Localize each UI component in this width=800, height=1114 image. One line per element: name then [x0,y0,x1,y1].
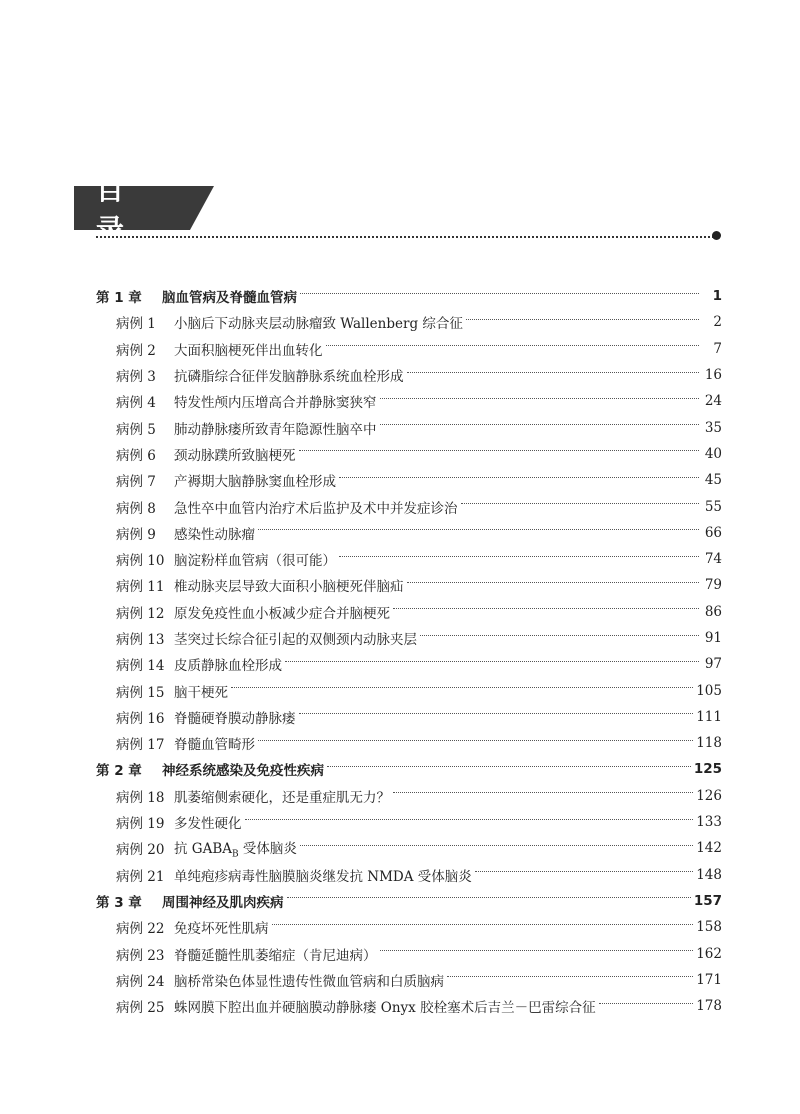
entry-page-number: 2 [713,314,722,331]
toc-case-entry[interactable] [96,336,722,362]
entry-number: 病例 6 [116,447,156,464]
toc-chapter-entry[interactable] [96,756,722,782]
toc-case-entry[interactable] [96,520,722,546]
entry-number: 病例 5 [116,421,156,438]
entry-number: 病例 2 [116,342,156,359]
entry-title: 脑桥常染色体显性遗传性微血管病和白质脑病 [174,973,444,990]
entry-page-number: 79 [704,577,722,594]
entry-page-number: 97 [704,656,722,673]
leader-dots [287,897,691,898]
toc-chapter-entry[interactable] [96,283,722,309]
leader-dots [466,319,699,320]
entry-page-number: 66 [704,524,722,541]
entry-title: 脊髓延髓性肌萎缩症（肯尼迪病） [174,947,377,964]
entry-title: 免疫坏死性肌病 [174,921,269,938]
entry-title: 单纯疱疹病毒性脑膜脑炎继发抗 NMDA 受体脑炎 [174,868,472,885]
entry-number: 病例 21 [116,868,165,885]
entry-number: 病例 10 [116,553,165,570]
entry-page-number: 162 [696,945,722,962]
entry-title: 皮质静脉血栓形成 [174,658,282,675]
entry-page-number: 91 [704,630,722,646]
entry-number: 病例 13 [116,632,165,648]
entry-title: 抗 $GABA_B$ 受体脑炎 [174,841,297,860]
entry-number: 病例 19 [116,816,165,833]
leader-dots [300,845,693,846]
title-dotted-rule [96,236,714,238]
toc-case-entry[interactable] [96,309,722,335]
entry-number: 病例 17 [116,737,165,754]
toc-case-entry[interactable] [96,546,722,572]
entry-page-number: 142 [696,840,722,857]
toc-case-entry[interactable] [96,414,722,440]
toc-chapter-entry[interactable] [96,888,722,914]
entry-page-number: 171 [696,971,722,988]
toc-case-entry[interactable] [96,809,722,835]
entry-number: 第 2 章 [96,763,142,780]
toc-case-entry[interactable] [96,493,722,519]
entry-page-number: 105 [696,682,722,699]
entry-number: 病例 23 [116,947,165,964]
leader-dots [393,608,699,609]
entry-title: 小脑后下动脉夹层动脉瘤致 Wallenberg 综合征 [174,316,463,333]
entry-page-number: 16 [704,367,722,384]
leader-dots [393,792,693,793]
table-of-contents [96,283,722,1019]
entry-number: 病例 9 [116,526,156,543]
entry-page-number: 158 [696,919,722,936]
entry-title: 脑淀粉样血管病（很可能） [174,553,336,570]
entry-page-number: 126 [696,787,722,804]
entry-title: 肌萎缩侧索硬化，还是重症肌无力？ [174,789,390,806]
entry-page-number: 178 [696,998,722,1015]
toc-case-entry[interactable] [96,599,722,625]
leader-dots [447,976,693,977]
leader-dots [231,687,693,688]
toc-case-entry[interactable] [96,677,722,703]
leader-dots [339,477,699,478]
entry-page-number: 148 [696,866,722,883]
leader-dots [258,529,699,530]
entry-title: 产褥期大脑静脉窦血栓形成 [174,474,336,491]
leader-dots [461,503,700,504]
entry-page-number: 55 [704,498,722,515]
leader-dots [272,924,694,925]
leader-dots [300,293,699,294]
entry-number: 病例 14 [116,658,165,675]
entry-number: 病例 3 [116,369,156,386]
title-rule-end-dot [712,231,721,240]
toc-case-entry[interactable] [96,362,722,388]
toc-case-entry[interactable] [96,704,722,730]
toc-case-entry[interactable] [96,572,722,598]
entry-number: 病例 4 [116,395,156,412]
entry-page-number: 111 [696,708,722,725]
toc-banner [74,173,214,246]
entry-page-number: 157 [693,892,722,909]
leader-dots [599,1003,694,1004]
entry-title: 神经系统感染及免疫性疾病 [162,763,324,780]
entry-number: 病例 20 [116,842,165,859]
entry-title: 特发性颅内压增高合并静脉窦狭窄 [174,395,377,412]
entry-title: 多发性硬化 [174,816,242,833]
leader-dots [285,661,699,662]
entry-page-number: 40 [704,445,722,462]
entry-page-number: 1 [712,288,722,305]
entry-page-number: 118 [696,735,722,752]
entry-title: 感染性动脉瘤 [174,526,255,543]
entry-title: 颈动脉蹼所致脑梗死 [174,447,296,464]
entry-number: 病例 16 [116,710,165,727]
entry-title: 脊髓血管畸形 [174,737,255,754]
entry-page-number: 133 [696,814,722,831]
leader-dots [420,635,699,636]
entry-page-number: 74 [704,551,722,568]
toc-case-entry[interactable] [96,914,722,940]
leader-dots [339,556,699,557]
toc-case-entry[interactable] [96,467,722,493]
entry-title-subscript: B [232,849,239,860]
toc-case-entry[interactable] [96,388,722,414]
toc-case-entry[interactable] [96,967,722,993]
entry-number: 病例 8 [116,500,156,517]
entry-title: 蛛网膜下腔出血并硬脑膜动静脉瘘 Onyx 胶栓塞术后吉兰－巴雷综合征 [174,1000,596,1017]
leader-dots [407,372,700,373]
entry-title: 肺动静脉瘘所致青年隐源性脑卒中 [174,421,377,438]
entry-number: 病例 7 [116,474,156,491]
toc-case-entry[interactable] [96,651,722,677]
entry-title: 脑干梗死 [174,684,228,701]
entry-title: 大面积脑梗死伴出血转化 [174,342,323,359]
entry-title: 脑血管病及脊髓血管病 [162,290,297,307]
toc-case-entry[interactable] [96,730,722,756]
leader-dots [326,345,700,346]
leader-dots [258,740,693,741]
entry-number: 第 1 章 [96,290,142,307]
entry-title: 脊髓硬脊膜动静脉瘘 [174,710,296,727]
entry-title: 急性卒中血管内治疗术后监护及术中并发症诊治 [174,500,458,517]
entry-title: 茎突过长综合征引起的双侧颈内动脉夹层 [174,632,417,648]
page-title: 目 录 [96,173,147,246]
entry-number: 病例 25 [116,1000,165,1017]
toc-case-entry[interactable] [96,625,722,651]
toc-case-entry[interactable] [96,862,722,888]
entry-number: 病例 11 [116,579,165,596]
entry-title: 抗磷脂综合征伴发脑静脉系统血栓形成 [174,369,404,386]
entry-page-number: 24 [704,393,722,410]
leader-dots [380,398,700,399]
entry-number: 病例 1 [116,316,156,333]
leader-dots [407,582,700,583]
entry-title: 椎动脉夹层导致大面积小脑梗死伴脑疝 [174,579,404,596]
entry-title: 周围神经及肌肉疾病 [162,894,284,911]
leader-dots [475,871,693,872]
entry-number: 病例 18 [116,789,165,806]
entry-number: 病例 12 [116,605,165,622]
entry-number: 病例 22 [116,921,165,938]
entry-page-number: 86 [704,603,722,620]
toc-case-entry[interactable] [96,940,722,966]
entry-page-number: 125 [693,761,722,778]
entry-page-number: 45 [704,472,722,489]
entry-page-number: 7 [713,340,722,357]
entry-page-number: 35 [704,419,722,436]
leader-dots [380,424,700,425]
leader-dots [245,819,694,820]
toc-case-entry[interactable] [96,993,722,1019]
entry-number: 病例 15 [116,684,165,701]
leader-dots [327,766,691,767]
leader-dots [299,713,694,714]
toc-case-entry[interactable] [96,783,722,809]
leader-dots [380,950,694,951]
entry-number: 第 3 章 [96,894,142,911]
toc-case-entry[interactable] [96,835,722,861]
entry-number: 病例 24 [116,973,165,990]
leader-dots [299,450,700,451]
entry-title: 原发免疫性血小板减少症合并脑梗死 [174,605,390,622]
toc-case-entry[interactable] [96,441,722,467]
